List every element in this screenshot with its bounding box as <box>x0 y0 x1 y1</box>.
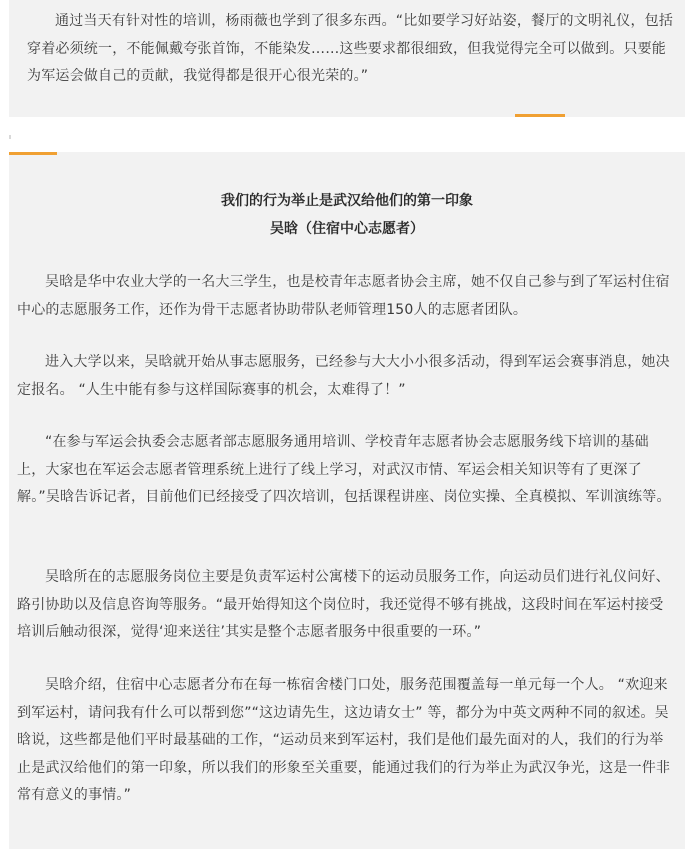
section-subtitle: 吴晗（住宿中心志愿者） <box>270 221 424 237</box>
accent-bar-main <box>9 152 57 155</box>
quote-card-top <box>9 0 685 117</box>
section-title: 我们的行为举止是武汉给他们的第一印象 <box>221 193 473 209</box>
paragraph-1: 吴晗是华中农业大学的一名大三学生，也是校青年志愿者协会主席，她不仅自己参与到了军运村住宿中心的志愿服务工作，还作为骨干志愿者协助带队老师管理150人的志愿者团队。 <box>17 274 670 318</box>
paragraph-5: 吴晗介绍，住宿中心志愿者分布在每一栋宿舍楼门口处，服务范围覆盖每一单元每一个人。 “欢迎来到军运村，请问我有什么可以帮到您”“这边请先生，这边请女士” 等，都分为中英文两种不同的叙述。吴晗说，这些都是他们平时最基础的工作，“运动员来到军运村，我们是他们最先面对的人，我们的行为举止是武汉给他们的第一印象，所以我们的形象至关重要，能通过我们的行为举止为武汉争光，这是一件非常有意义的事情。” <box>17 677 671 803</box>
paragraph-2: 进入大学以来，吴晗就开始从事志愿服务，已经参与大大小小很多活动，得到军运会赛事消息，她决定报名。 “人生中能有参与这样国际赛事的机会，太难得了！” <box>17 354 670 398</box>
article-card <box>9 152 685 849</box>
paragraph-3: “在参与军运会执委会志愿者部志愿服务通用培训、学校青年志愿者协会志愿服务线下培训的基础上，大家也在军运会志愿者管理系统上进行了线上学习，对武汉市情、军运会相关知识等有了更深了解。”吴晗告诉记者，目前他们已经接受了四次培训，包括课程讲座、岗位实操、全真模拟、军训演练等。 <box>17 434 671 505</box>
accent-bar-top <box>515 114 565 117</box>
divider-tick <box>9 135 11 139</box>
paragraph-4: 吴晗所在的志愿服务岗位主要是负责军运村公寓楼下的运动员服务工作，向运动员们进行礼仪问好、路引协助以及信息咨询等服务。“最开始得知这个岗位时，我还觉得不够有挑战，这段时间在军运村接受培训后触动很深，觉得‘迎来送往’其实是整个志愿者服务中很重要的一环。” <box>17 569 670 640</box>
top-paragraph: 通过当天有针对性的培训，杨雨薇也学到了很多东西。“比如要学习好站姿，餐厅的文明礼仪，包括穿着必须统一，不能佩戴夸张首饰，不能染发……这些要求都很细致，但我觉得完全可以做到。只要能为军运会做自己的贡献，我觉得都是很开心很光荣的。” <box>27 13 674 84</box>
